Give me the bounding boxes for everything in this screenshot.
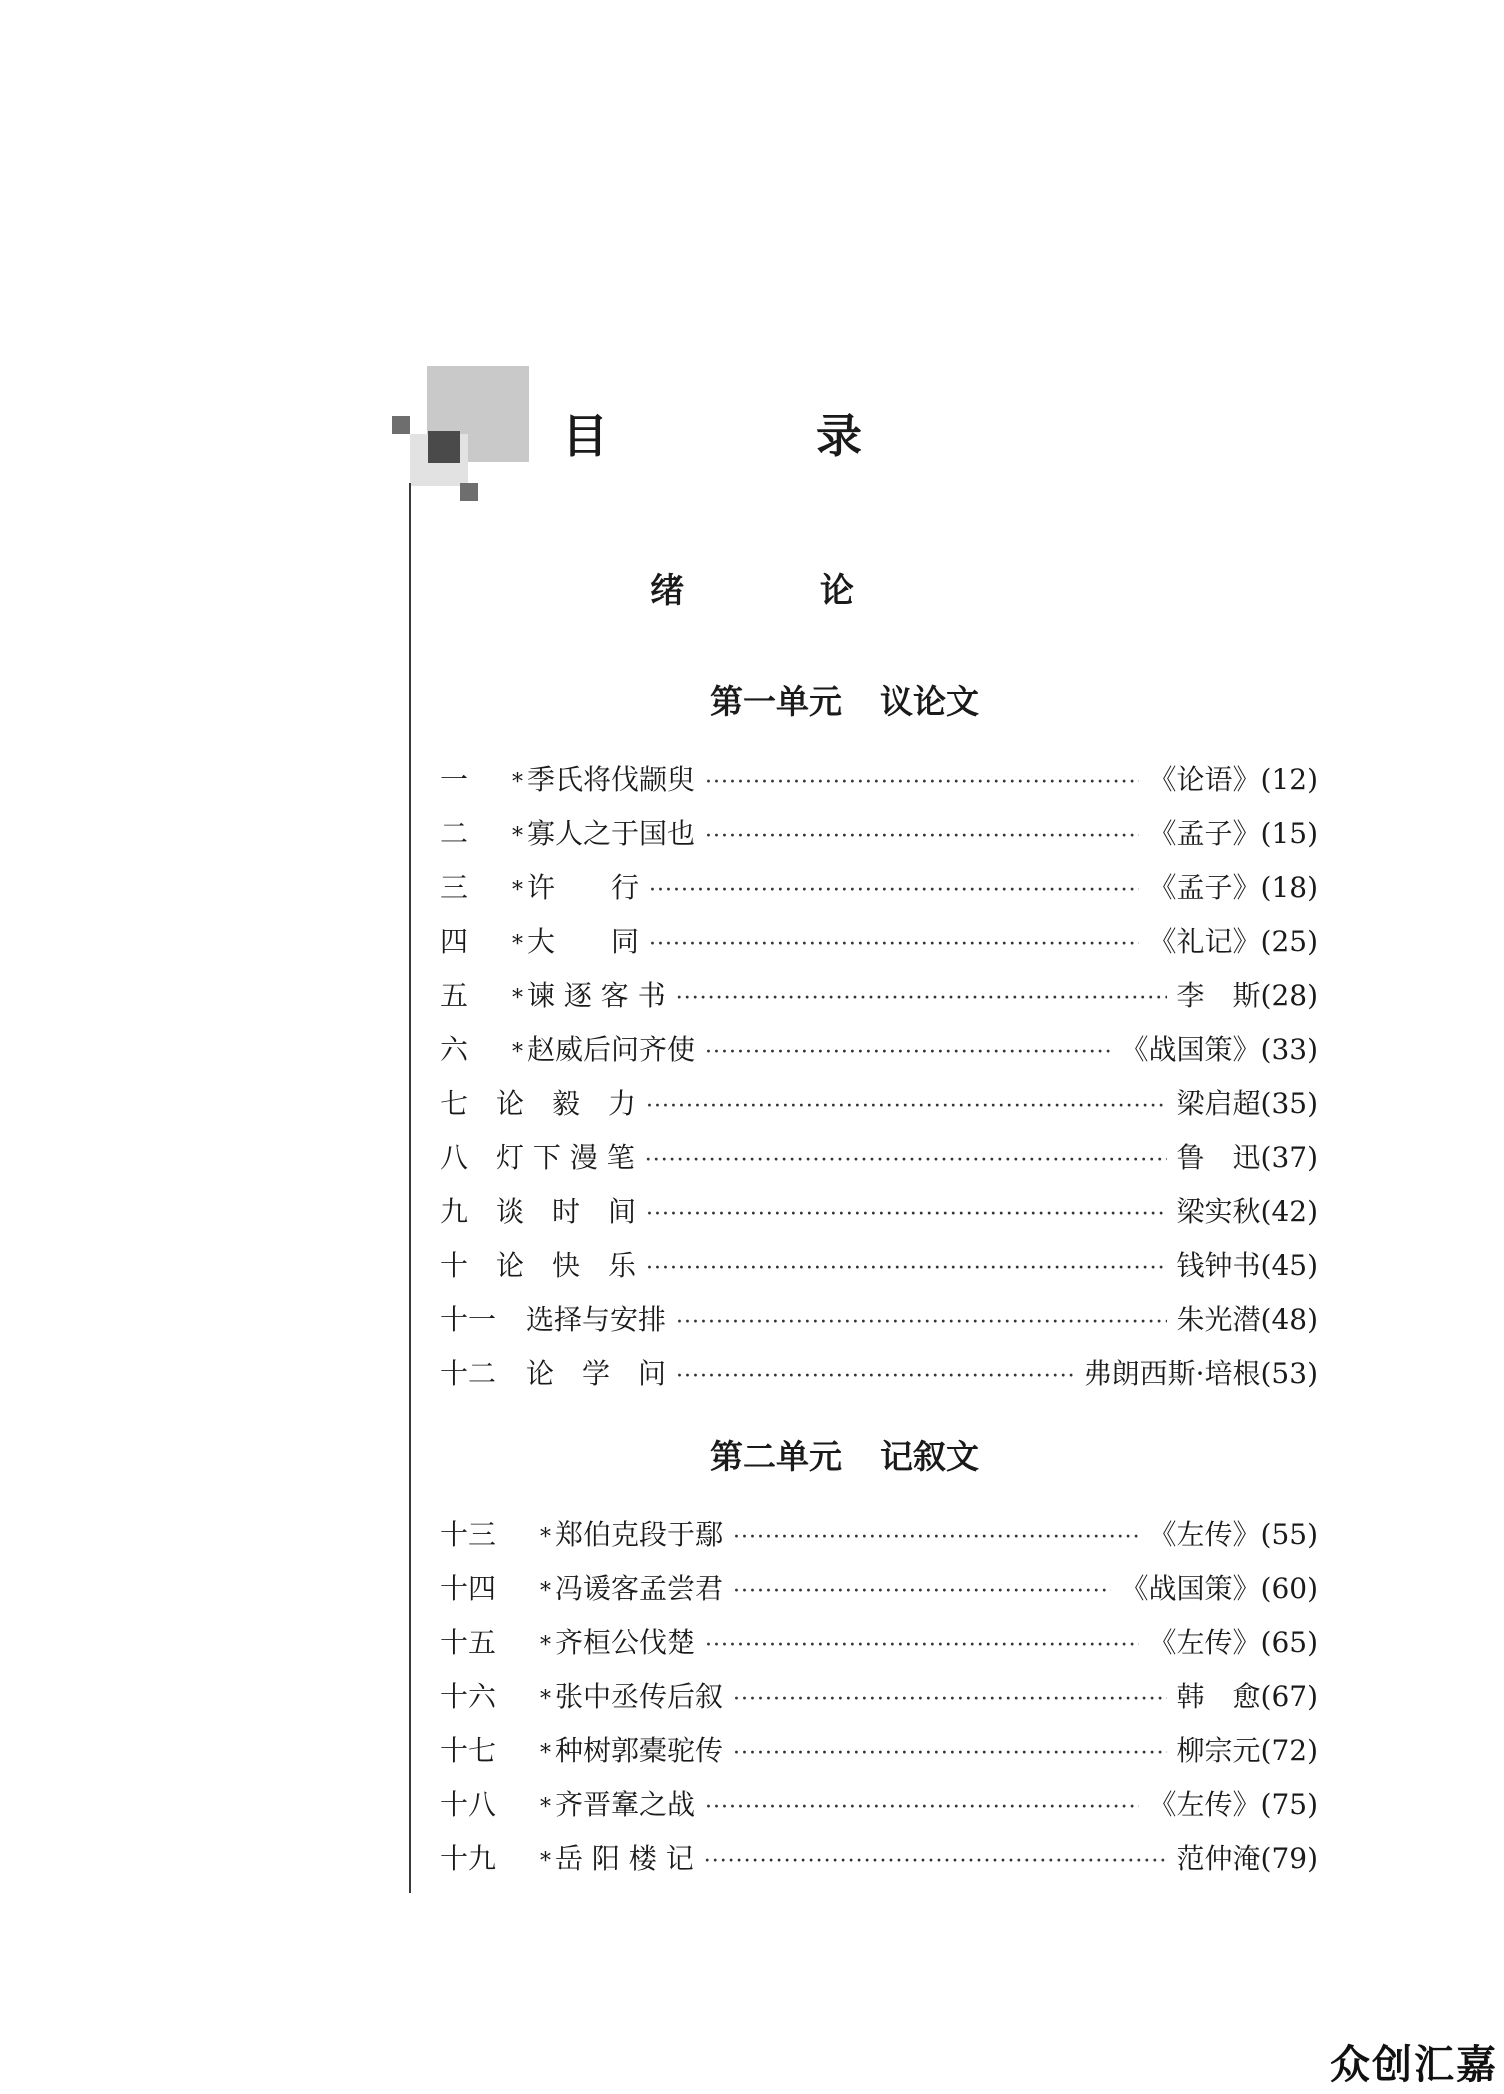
toc-entry[interactable] xyxy=(440,1352,1318,1392)
asterisk-mark: * xyxy=(512,986,523,1011)
entry-source: 钱钟书(45) xyxy=(1176,1249,1318,1282)
decor-square-dark xyxy=(428,431,460,463)
entry-number: 六 xyxy=(440,1033,469,1066)
entry-source: 梁实秋(42) xyxy=(1176,1195,1318,1228)
leader-dots xyxy=(646,1094,1167,1119)
asterisk-mark: * xyxy=(540,1741,551,1766)
entry-title: 论 快 乐 xyxy=(496,1249,637,1282)
asterisk-mark: * xyxy=(512,770,523,795)
entry-source: 柳宗元(72) xyxy=(1176,1734,1318,1767)
leader-dots xyxy=(733,1687,1167,1712)
leader-dots xyxy=(705,1040,1111,1065)
asterisk-mark: * xyxy=(512,932,523,957)
entry-title: 灯 下 漫 笔 xyxy=(496,1141,635,1174)
entry-number: 一 xyxy=(440,763,469,796)
entry-source: 《左传》(65) xyxy=(1148,1626,1318,1659)
toc-entry[interactable] xyxy=(440,1783,1318,1823)
entry-title: 种树郭橐驼传 xyxy=(555,1734,724,1767)
entry-title: 岳 阳 楼 记 xyxy=(555,1842,694,1875)
entry-number: 十七 xyxy=(440,1734,497,1767)
leader-dots xyxy=(646,1256,1167,1281)
toc-entry[interactable] xyxy=(440,866,1318,906)
unit-heading xyxy=(710,676,979,723)
leader-dots xyxy=(676,1364,1074,1389)
entry-number: 十八 xyxy=(440,1788,497,1821)
leader-dots xyxy=(733,1741,1167,1766)
entry-number: 十九 xyxy=(440,1842,497,1875)
leader-dots xyxy=(733,1525,1139,1550)
entry-number: 三 xyxy=(440,871,469,904)
unit-label: 第二单元 xyxy=(710,1437,842,1476)
entry-source: 韩 愈(67) xyxy=(1176,1680,1318,1713)
entry-number: 五 xyxy=(440,979,469,1012)
entry-title: 冯谖客孟尝君 xyxy=(555,1572,724,1605)
entry-title: 选择与安排 xyxy=(526,1303,667,1336)
watermark-logo: 众创汇嘉 xyxy=(1330,2042,1498,2088)
toc-entry[interactable] xyxy=(440,1136,1318,1176)
leader-dots xyxy=(705,824,1139,849)
toc-entry[interactable] xyxy=(440,920,1318,960)
leader-dots xyxy=(705,1795,1139,1820)
toc-entry[interactable] xyxy=(440,1244,1318,1284)
entry-number: 十二 xyxy=(440,1357,497,1390)
entry-number: 十四 xyxy=(440,1572,497,1605)
leader-dots xyxy=(705,770,1139,795)
entry-source: 鲁 迅(37) xyxy=(1176,1141,1318,1174)
entry-title: 寡人之于国也 xyxy=(527,817,696,850)
entry-number: 四 xyxy=(440,925,469,958)
asterisk-mark: * xyxy=(540,1579,551,1604)
entry-title: 郑伯克段于鄢 xyxy=(555,1518,724,1551)
entry-number: 十五 xyxy=(440,1626,497,1659)
entry-source: 《左传》(55) xyxy=(1148,1518,1318,1551)
entry-number: 十三 xyxy=(440,1518,497,1551)
toc-entry[interactable] xyxy=(440,1567,1318,1607)
toc-entry[interactable] xyxy=(440,812,1318,852)
leader-dots xyxy=(733,1579,1111,1604)
entry-source: 《左传》(75) xyxy=(1148,1788,1318,1821)
toc-entry[interactable] xyxy=(440,1675,1318,1715)
leader-dots xyxy=(704,1849,1167,1874)
margin-rule xyxy=(409,483,411,1893)
entry-title: 谏 逐 客 书 xyxy=(527,979,666,1012)
entry-source: 《孟子》(15) xyxy=(1148,817,1318,850)
leader-dots xyxy=(649,932,1139,957)
entry-source: 《战国策》(33) xyxy=(1120,1033,1318,1066)
entry-title: 季氏将伐颛臾 xyxy=(527,763,696,796)
leader-dots xyxy=(676,1310,1167,1335)
entry-title: 许 行 xyxy=(527,871,640,904)
entry-source: 《礼记》(25) xyxy=(1148,925,1318,958)
asterisk-mark: * xyxy=(512,878,523,903)
toc-entry[interactable] xyxy=(440,758,1318,798)
entry-source: 梁启超(35) xyxy=(1176,1087,1318,1120)
leader-dots xyxy=(645,1148,1167,1173)
entry-number: 二 xyxy=(440,817,469,850)
entry-title: 齐桓公伐楚 xyxy=(555,1626,696,1659)
entry-title: 张中丞传后叙 xyxy=(555,1680,724,1713)
entry-title: 齐晋鞌之战 xyxy=(555,1788,696,1821)
leader-dots xyxy=(646,1202,1167,1227)
entry-title: 谈 时 间 xyxy=(496,1195,637,1228)
toc-entry[interactable] xyxy=(440,1298,1318,1338)
entry-title: 论 学 问 xyxy=(526,1357,667,1390)
intro-heading: 绪 论 xyxy=(650,571,916,611)
entry-number: 八 xyxy=(440,1141,469,1174)
decor-square-small-left xyxy=(392,416,410,434)
entry-title: 论 毅 力 xyxy=(496,1087,637,1120)
unit-genre: 议论文 xyxy=(880,682,979,721)
toc-entry[interactable] xyxy=(440,1729,1318,1769)
decor-square-small-bottom xyxy=(460,483,478,501)
entry-title: 大 同 xyxy=(527,925,640,958)
leader-dots xyxy=(676,986,1167,1011)
asterisk-mark: * xyxy=(540,1633,551,1658)
entry-source: 范仲淹(79) xyxy=(1176,1842,1318,1875)
unit-label: 第一单元 xyxy=(710,682,842,721)
entry-source: 弗朗西斯·培根(53) xyxy=(1083,1357,1318,1390)
leader-dots xyxy=(649,878,1139,903)
leader-dots xyxy=(705,1633,1139,1658)
asterisk-mark: * xyxy=(540,1795,551,1820)
entry-source: 《论语》(12) xyxy=(1148,763,1318,796)
toc-entry[interactable] xyxy=(440,1621,1318,1661)
unit-genre: 记叙文 xyxy=(880,1437,979,1476)
asterisk-mark: * xyxy=(540,1687,551,1712)
entry-number: 九 xyxy=(440,1195,469,1228)
entry-source: 《孟子》(18) xyxy=(1148,871,1318,904)
asterisk-mark: * xyxy=(512,1040,523,1065)
entry-title: 赵威后问齐使 xyxy=(527,1033,696,1066)
entry-number: 十六 xyxy=(440,1680,497,1713)
entry-source: 李 斯(28) xyxy=(1176,979,1318,1012)
toc-entry[interactable] xyxy=(440,1190,1318,1230)
asterisk-mark: * xyxy=(540,1849,551,1874)
entry-source: 《战国策》(60) xyxy=(1120,1572,1318,1605)
page-title: 目 录 xyxy=(562,409,959,463)
entry-number: 十 xyxy=(440,1249,469,1282)
asterisk-mark: * xyxy=(540,1525,551,1550)
toc-entry[interactable] xyxy=(440,1082,1318,1122)
entry-number: 七 xyxy=(440,1087,469,1120)
asterisk-mark: * xyxy=(512,824,523,849)
toc-entry[interactable] xyxy=(440,1513,1318,1553)
entry-number: 十一 xyxy=(440,1303,497,1336)
toc-entry[interactable] xyxy=(440,974,1318,1014)
unit-heading xyxy=(710,1431,979,1478)
toc-entry[interactable] xyxy=(440,1837,1318,1877)
toc-entry[interactable] xyxy=(440,1028,1318,1068)
entry-source: 朱光潜(48) xyxy=(1176,1303,1318,1336)
